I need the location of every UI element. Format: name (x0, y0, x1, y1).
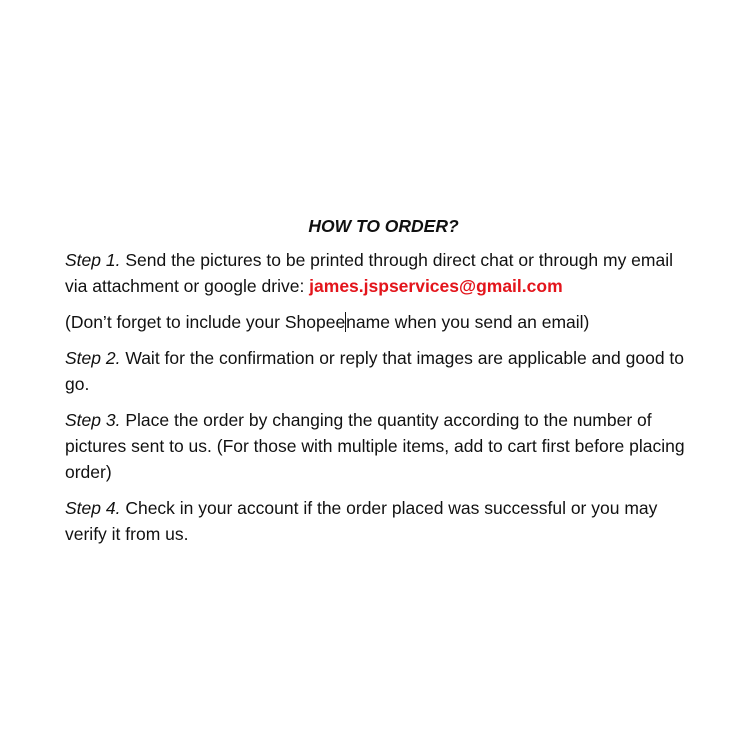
order-instructions (65, 213, 690, 557)
step-1-paragraph (65, 247, 690, 299)
contact-email: james.jspservices@gmail.com (309, 276, 563, 296)
step-3-label: Step 3. (65, 410, 121, 430)
step-4-text: Check in your account if the order placed was successful or you may verify it from us. (65, 498, 658, 544)
note-text-end: name when you send an email) (346, 312, 590, 332)
step-1-text: Send the pictures to be printed through direct chat or through my email via attachment or google drive: (65, 250, 674, 296)
step-2-text: Wait for the confirmation or reply that images are applicable and good to go. (65, 348, 685, 394)
step-1-label: Step 1. (65, 250, 121, 270)
step-4-paragraph (65, 495, 690, 547)
note-text-start: (Don’t forget to include your Shopee (65, 312, 346, 332)
step-3-text: Place the order by changing the quantity according to the number of pictures sent to us. (For those with multiple items, add to cart first before placing order) (65, 410, 685, 482)
step-2-label: Step 2. (65, 348, 121, 368)
step-3-paragraph (65, 407, 690, 485)
page-title: HOW TO ORDER? (308, 216, 459, 236)
step-2-paragraph (65, 345, 690, 397)
step-4-label: Step 4. (65, 498, 121, 518)
shopee-name-note (65, 309, 690, 335)
